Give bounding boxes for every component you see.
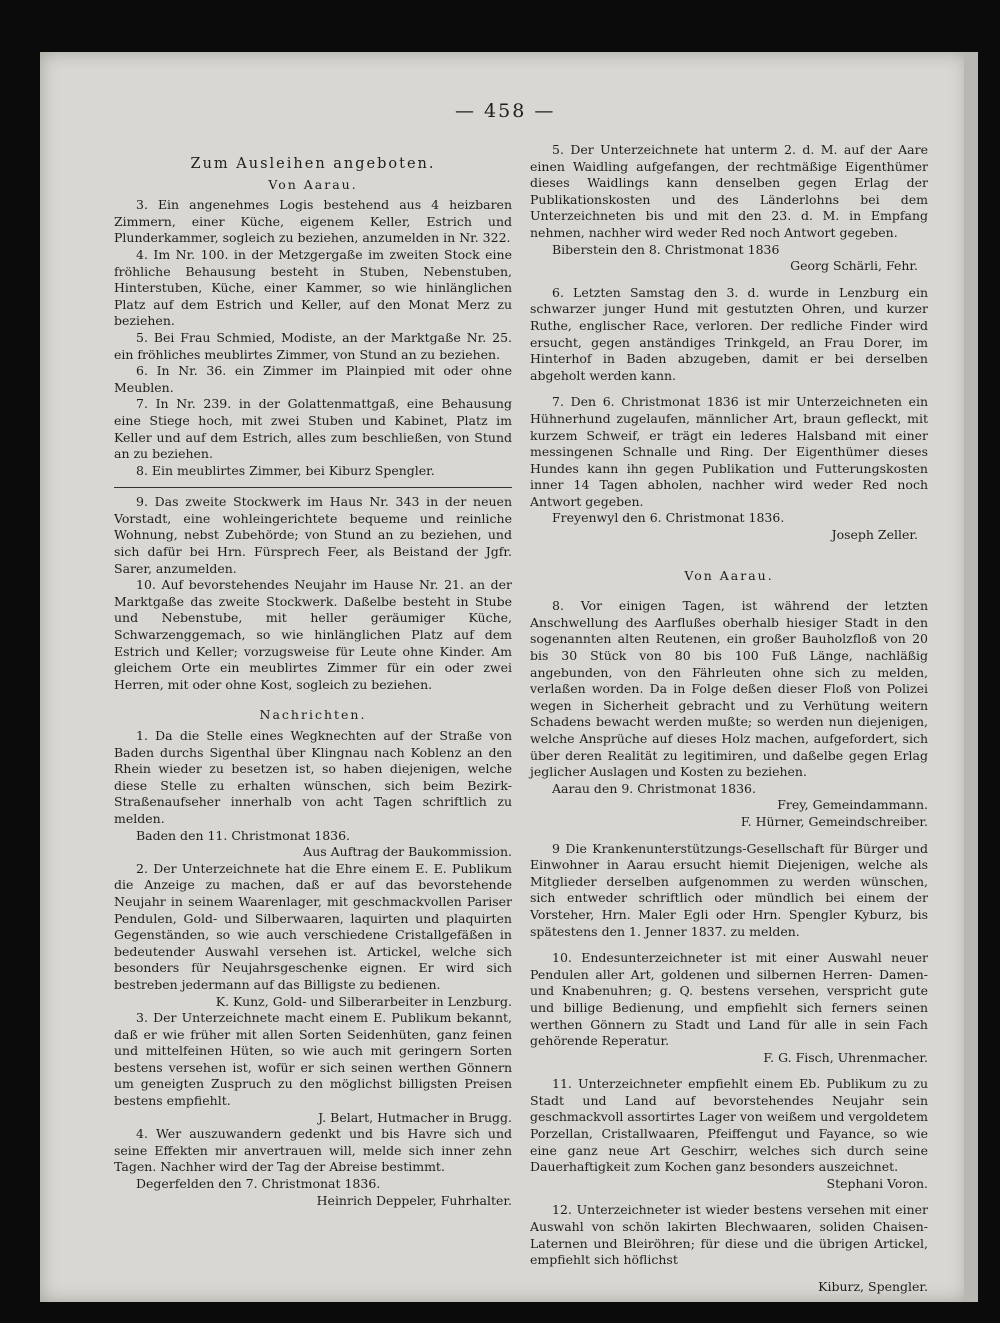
notice-r12: 12. Unterzeichneter ist wieder bestens versehen mit einer Auswahl von schön lakirten Blechwaaren, soliden Chaisen-Laternen und Bleiröhren; für diese und die übrigen Artickel, empfiehlt sich höflichst <box>530 1202 928 1268</box>
right-column <box>530 142 928 1295</box>
notice-r8: 8. Vor einigen Tagen, ist während der letzten Anschwellung des Aarflußes oberhalb hiesiger Stadt in den sogenannten alten Reutenen, ein großer Bauholzfloß von 20 bis 30 Stück von 80 bis 100 Fuß Länge, nachläßig angebunden, von den Fährleuten ohne sich zu melden, verlaßen worden. Da in Folge deßen dieser Floß von Polizei wegen in Sicherheit gebracht und zu Verhütung weitern Schadens bewacht werden mußte; so werden nun diejenigen, welche Ansprüche auf dieses Holz machen, aufgefordert, sich über deren Realität zu legitimiren, und daßelbe gegen Erlag jeglicher Auslagen und Kosten zu beziehen. <box>530 598 928 780</box>
notice-5: 5. Bei Frau Schmied, Modiste, an der Marktgaße Nr. 25. ein fröhliches meublirtes Zimmer, von Stund an zu beziehen. <box>114 329 512 362</box>
location-heading: Von Aarau. <box>268 176 358 192</box>
news-4: 4. Wer auszuwandern gedenkt und bis Havre sich und seine Effekten mir anvertrauen will, melde sich inner zehn Tagen. Nachher wird der Tag der Abreise bestimmt. <box>114 1126 512 1175</box>
notice-7: 7. In Nr. 239. in der Golattenmattgaß, eine Behausung eine Stiege hoch, mit zwei Stuben und Kabinet, Platz im Keller und auf dem Estrich, alles zum beschließen, von Stund an zu beziehen. <box>114 396 512 462</box>
notice-r12-signature: Kiburz, Spengler. <box>818 1278 928 1294</box>
notice-r10-signature: F. G. Fisch, Uhrenmacher. <box>763 1049 928 1065</box>
news-2-signature: K. Kunz, Gold- und Silberarbeiter in Lenzburg. <box>215 993 512 1009</box>
notice-r11-signature: Stephani Voron. <box>826 1175 928 1191</box>
notice-r7: 7. Den 6. Christmonat 1836 ist mir Unterzeichneten ein Hühnerhund zugelaufen, männlicher Art, braun gefleckt, mit kurzem Schweif, er trägt ein lederes Halsband mit einer messingenen Schnalle und Ring. Der Eigenthümer dieses Hundes kann ihn gegen Publikation und Futterungskosten inner 14 Tagen abholen, nachher wird weder Red noch Antwort gegeben. <box>530 394 928 509</box>
notice-6: 6. In Nr. 36. ein Zimmer im Plainpied mit oder ohne Meublen. <box>114 363 512 395</box>
notice-r5-date: Biberstein den 8. Christmonat 1836 <box>552 241 780 257</box>
notice-8: 8. Ein meublirtes Zimmer, bei Kiburz Spengler. <box>136 462 435 478</box>
notice-r8-signature-2: F. Hürner, Gemeindschreiber. <box>740 813 928 829</box>
notice-r10: 10. Endesunterzeichneter ist mit einer Auswahl neuer Pendulen aller Art, goldenen und silbernen Herren- Damen- und Knabenuhren; g. Q. bestens versehen, verspricht gute und billige Bedienung, und empfiehlt sich ferners seinen werthen Gönnern zu Stadt und Land für alle in sein Fach gehörende Reperatur. <box>530 950 928 1049</box>
notice-4: 4. Im Nr. 100. in der Metzgergaße im zweiten Stock eine fröhliche Behausung besteht in Stuben, Nebenstuben, Hinterstuben, Küche, einer Kammer, so wie hinlänglichen Platz auf dem Estrich und Keller, auf den Monat Merz zu beziehen. <box>114 246 512 329</box>
news-2: 2. Der Unterzeichnete hat die Ehre einem E. E. Publikum die Anzeige zu machen, daß er auf das bevorstehende Neujahr in seinem Waarenlager, mit geschmackvollen Pariser Pendulen, Gold- und Silberwaaren, laquirten und plaquirten Gegenständen, so wie auch verschiedene Cristallgefäßen in bedeutender Auswahl versehen ist. Artickel, welche sich besonders für Neujahrsgeschenke eignen. Er wird sich bestreben jedermann auf das Billigste zu bedienen. <box>114 860 512 992</box>
section-divider <box>114 487 512 488</box>
news-heading: Nachrichten. <box>259 707 367 723</box>
notice-r8-date: Aarau den 9. Christmonat 1836. <box>552 780 756 796</box>
notice-9: 9. Das zweite Stockwerk im Haus Nr. 343 in der neuen Vorstadt, eine wohleingerichtete bequeme und reinliche Wohnung, nebst Zubehörde; von Stund an zu beziehen, und sich dafür bei Hrn. Fürsprech Feer, als Beistand der Jgfr. Sarer, anzumelden. <box>114 494 512 576</box>
notice-r7-date: Freyenwyl den 6. Christmonat 1836. <box>552 510 785 526</box>
notice-3: 3. Ein angenehmes Logis bestehend aus 4 heizbaren Zimmern, einer Küche, eigenem Keller, Estrich und Plunderkammer, sogleich zu beziehen, anzumelden in Nr. 322. <box>114 197 512 246</box>
news-3: 3. Der Unterzeichnete macht einem E. Publikum bekannt, daß er wie früher mit allen Sorten Seidenhüten, ganz feinen und mittelfeinen Hüten, so wie auch mit geringern Sorten bestens versehen ist, wofür er sich seinen werthen Gönnern um geneigten Zuspruch zu den möglichst billigsten Preisen bestens empfiehlt. <box>114 1010 512 1109</box>
left-column <box>114 152 512 1209</box>
page-edge <box>964 52 978 1302</box>
news-1-signature: Aus Auftrag der Baukommission. <box>303 844 512 860</box>
notice-r9: 9 Die Krankenunterstützungs-Gesellschaft für Bürger und Einwohner in Aarau ersucht hiemit Diejenigen, welche als Mitglieder derselben aufgenommen zu werden wünschen, sich entweder schriftlich oder mündlich bei einem der Vorsteher, Hrn. Maler Egli oder Hrn. Spengler Kyburz, bis spätestens den 1. Jenner 1837. zu melden. <box>530 840 928 939</box>
notice-r5: 5. Der Unterzeichnete hat unterm 2. d. M. auf der Aare einen Waidling aufgefangen, der rechtmäßige Eigenthümer dieses Waidlings kann denselben gegen Erlag der Publikationskosten und des Länderlohns bei dem Unterzeichneten bis und mit den 23. d. M. in Empfang nehmen, nachher wird weder Red noch Antwort gegeben. <box>530 142 928 240</box>
news-1-date: Baden den 11. Christmonat 1836. <box>136 827 351 843</box>
notice-10: 10. Auf bevorstehendes Neujahr im Hause Nr. 21. an der Marktgaße das zweite Stockwerk. Daßelbe besteht in Stube und Nebenstube, mit heller geräumiger Küche, Schwarzenggemach, so wie hinlänglichen Platz auf dem Estrich und Keller; vorzugsweise für Leute ohne Kinder. Am gleichem Orte ein meublirtes Zimmer für ein oder zwei Herren, mit oder ohne Kost, sogleich zu beziehen. <box>114 577 512 692</box>
page-number: — 458 — <box>455 100 556 122</box>
news-4-signature: Heinrich Deppeler, Fuhrhalter. <box>316 1192 512 1208</box>
notice-r7-signature: Joseph Zeller. <box>831 527 918 543</box>
news-1: 1. Da die Stelle eines Wegknechten auf der Straße von Baden durchs Sigenthal über Klingnau nach Koblenz an den Rhein wieder zu besetzen ist, so haben diejenigen, welche diese Stelle zu erhalten wünschen, sich beim Bezirk-Straßenaufseher innerhalb von acht Tagen schriftlich zu melden. <box>114 728 512 826</box>
notice-r6: 6. Letzten Samstag den 3. d. wurde in Lenzburg ein schwarzer junger Hund mit gestutzten Ohren, und kurzer Ruthe, englischer Race, verloren. Der redliche Finder wird ersucht, gegen anständiges Trinkgeld, an Frau Dorer, im Hinterhof in Baden abzugeben, damit er bei derselben abgeholt werden kann. <box>530 284 928 383</box>
notice-r11: 11. Unterzeichneter empfiehlt einem Eb. Publikum zu zu Stadt und Land auf bevorstehendes Neujahr sein geschmackvoll assortirtes Lager von weißem und vergoldetem Porzellan, Cristallwaaren, Pfeiffengut und Fayance, so wie eine ganz neue Art Geschirr, welches sich durch seine Dauerhaftigkeit zum Kochen ganz besonders auszeichnet. <box>530 1076 928 1175</box>
location-heading-right: Von Aarau. <box>684 567 774 583</box>
section-heading: Zum Ausleihen angeboten. <box>190 156 436 172</box>
news-4-date: Degerfelden den 7. Christmonat 1836. <box>136 1176 381 1192</box>
news-3-signature: J. Belart, Hutmacher in Brugg. <box>318 1109 512 1125</box>
notice-r5-signature: Georg Schärli, Fehr. <box>790 258 918 274</box>
notice-r8-signature-1: Frey, Gemeindammann. <box>777 797 928 813</box>
